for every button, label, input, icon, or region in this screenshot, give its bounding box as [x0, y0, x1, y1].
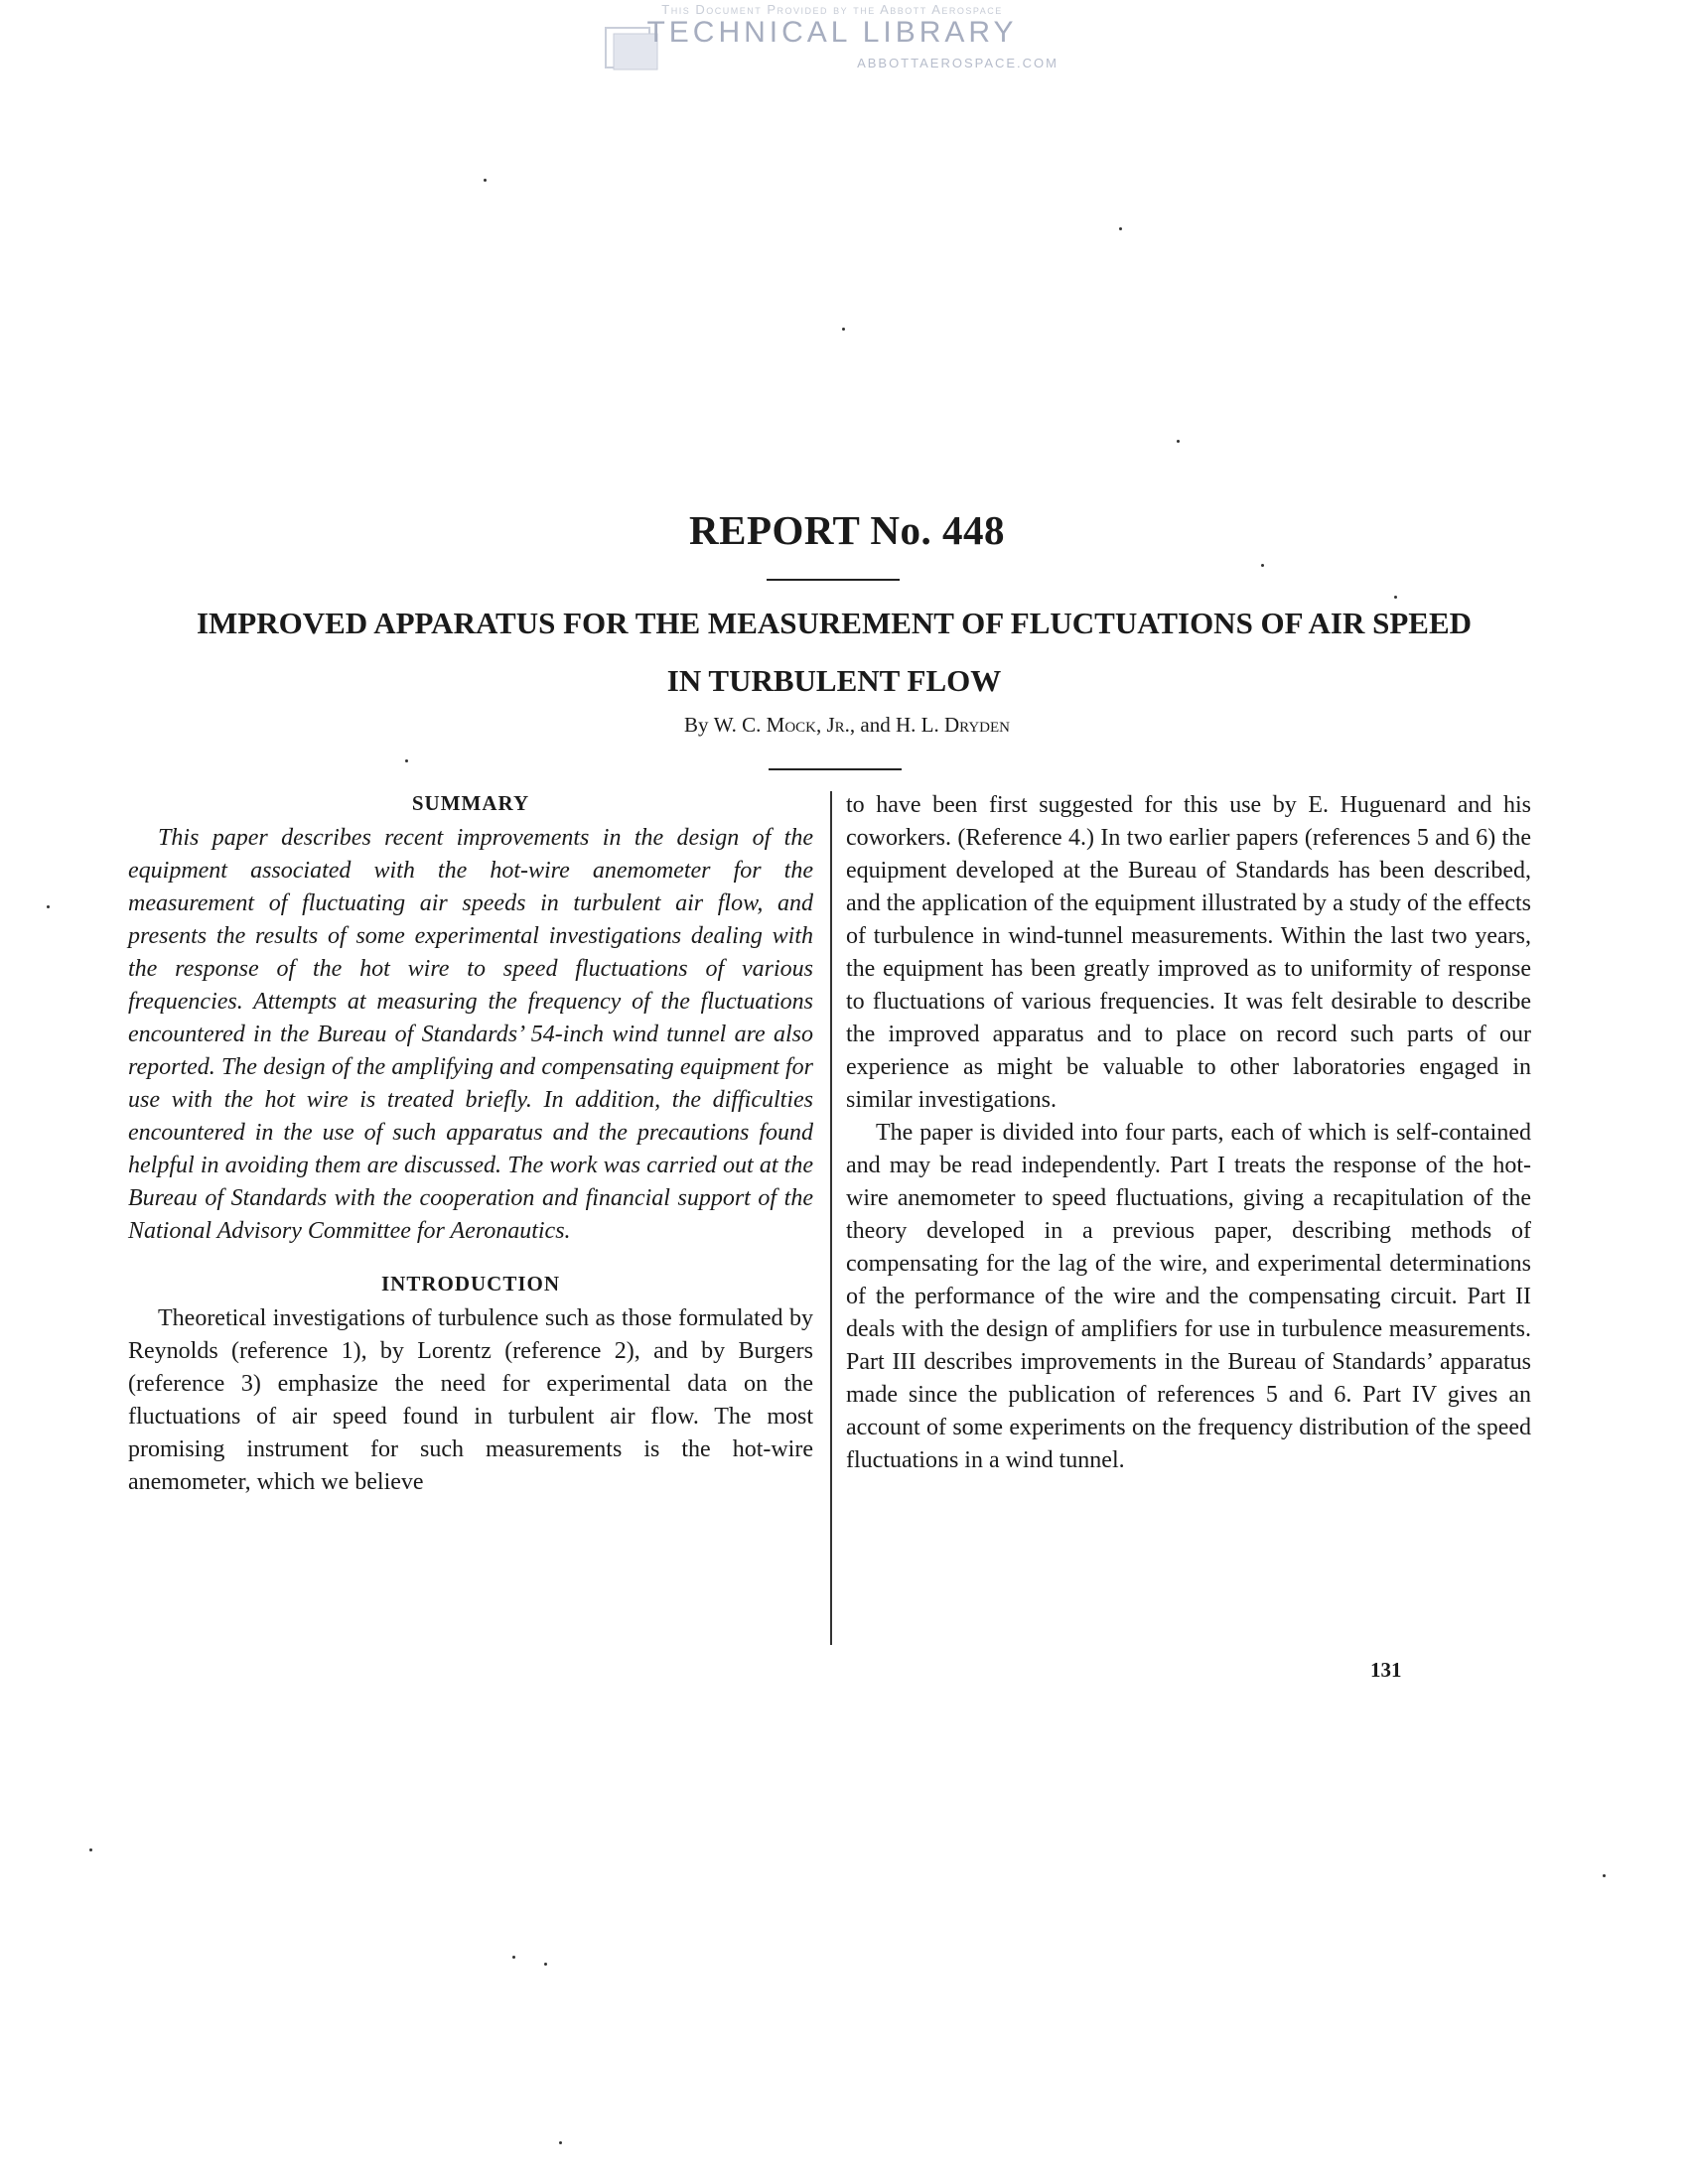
author-mock: W. C. Mock, Jr.: [713, 713, 850, 737]
scan-speck: [47, 905, 50, 908]
watermark-website: ABBOTTAEROSPACE.COM: [857, 56, 1059, 70]
intro-continued-paragraph: to have been first suggested for this use by E. Huguenard and his coworkers. (Reference 4.) In two earlier papers (references 5 and 6) the equipment developed at the Bureau of Standards has been described, and the application of the equipment illustrated by a study of the effects of turbulence in wind-tunnel measurements. Within the last two years, the equipment has been greatly improved as to uniformity of response to fluctuations of various frequencies. It was felt desirable to describe the improved apparatus and to place on record such parts of our experience as might be valuable to other laboratories engaged in similar investigations.: [846, 792, 1531, 1113]
watermark: [594, 2, 1070, 93]
section-gap: [128, 1248, 813, 1270]
scan-speck: [1603, 1874, 1606, 1877]
report-number: REPORT No. 448: [688, 507, 1006, 553]
scan-speck: [1394, 596, 1397, 599]
paper-outline-paragraph: The paper is divided into four parts, each of which is self-contained and may be read independently. Part I treats the response of the hot-wire anemometer to speed fluctuations, giving a recapitulation of the theory developed in a previous paper, describing methods of compensating for the lag of the wire, and experimental determinations of the performance of the wire and the compensating circuit. Part II deals with the design of amplifiers for use in turbulence measurements. Part III describes improvements in the Bureau of Standards’ apparatus made since the publication of references 5 and 6. Part IV gives an account of some experiments on the frequency distribution of the speed fluctuations in a wind tunnel.: [846, 1120, 1531, 1473]
summary-text: This paper describes recent improvements in the design of the equipment associated with the hot-wire anemometer for the measurement of fluctuating air speeds in turbulent air flow, and presents the results of some experimental investigations dealing with the response of the hot wire to speed fluctuations of various frequencies. Attempts at measuring the frequency of the fluctuations encountered in the Bureau of Standards’ 54-inch wind tunnel are also reported. The design of the amplifying and compensating equipment for use with the hot wire is treated briefly. In addition, the difficulties encountered in the use of such apparatus and the precautions found helpful in avoiding them are discussed. The work was carried out at the Bureau of Standards with the cooperation and financial support of the National Advisory Committee for Aeronautics.: [128, 825, 813, 1244]
byline-rule: [769, 768, 902, 770]
scan-speck: [89, 1848, 92, 1851]
scan-speck: [1177, 440, 1180, 443]
left-column: [128, 789, 813, 1499]
scan-speck: [559, 2141, 562, 2144]
scan-speck: [1119, 227, 1122, 230]
paper-title-line1: IMPROVED APPARATUS FOR THE MEASUREMENT OF FLUCTUATIONS OF AIR SPEED: [196, 606, 1473, 640]
author-dryden: H. L. Dryden: [896, 713, 1010, 737]
paper-title-line2: IN TURBULENT FLOW: [666, 663, 1002, 698]
byline: [0, 713, 1694, 738]
page-number: 131: [1370, 1658, 1402, 1682]
scan-speck: [1261, 564, 1264, 567]
introduction-text: Theoretical investigations of turbulence such as those formulated by Reynolds (reference 1), by Lorentz (reference 2), and by Burgers (reference 3) emphasize the need for experimental data on the fluctuations of air speed found in turbulent air flow. The most promising instrument for such measurements is the hot-wire anemometer, which we believe: [128, 1305, 813, 1495]
title-rule: [767, 579, 900, 581]
introduction-heading: INTRODUCTION: [380, 1272, 561, 1296]
summary-heading: SUMMARY: [411, 791, 530, 815]
scan-speck: [544, 1963, 547, 1966]
watermark-provided-by: This Document Provided by the Abbott Aerospace: [661, 2, 1003, 17]
scan-speck: [512, 1956, 515, 1959]
scan-speck: [842, 328, 845, 331]
column-divider: [830, 791, 832, 1645]
scan-speck: [405, 759, 408, 762]
byline-prefix: By: [683, 713, 714, 737]
right-column: [846, 789, 1531, 1477]
byline-conjunction: , and: [849, 713, 896, 737]
watermark-technical-library: TECHNICAL LIBRARY: [646, 16, 1018, 49]
scan-speck: [484, 179, 487, 182]
